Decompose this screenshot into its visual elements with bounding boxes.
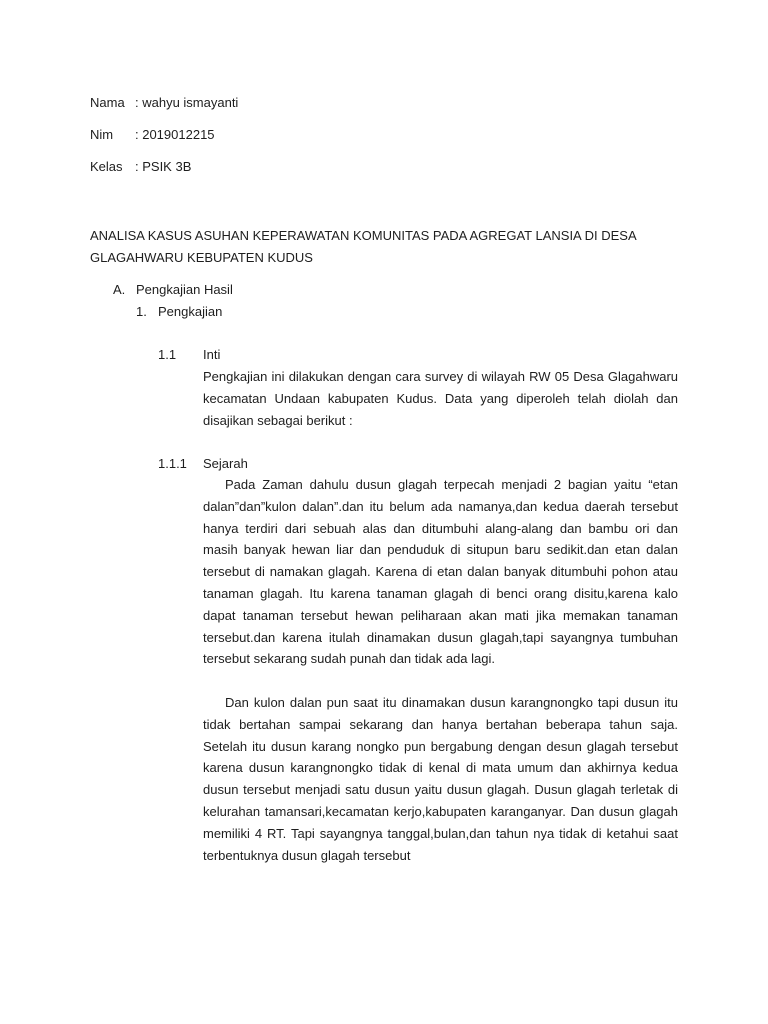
item-1-marker: 1. xyxy=(136,304,147,319)
kelas-label: Kelas xyxy=(90,159,123,174)
nim-value: : 2019012215 xyxy=(135,127,215,142)
nama-label: Nama xyxy=(90,95,125,110)
sejarah-paragraph-2: Dan kulon dalan pun saat itu dinamakan dusun karangnongko tapi dusun itu tidak bertahan sampai sekarang dan hanya bertahan beberapa tahun saja. Setelah itu dusun karang nongko pun bergabung dengan desun glagah tersebut karena dusun karangnongko tidak di kenal di mata umum dan akhirnya kedua dusun tersebut menjadi satu dusun yaitu dusun glagah. Dusun glagah terletak di kelurahan tamansari,kecamatan kerjo,kabupaten karanganyar. Dan dusun glagah memiliki 4 RT. Tapi sayangnya tanggal,bulan,dan tahun nya tidak di ketahui saat terbentuknya dusun glagah tersebut xyxy=(203,695,678,863)
subsection-1-1-body: Pengkajian ini dilakukan dengan cara survey di wilayah RW 05 Desa Glagahwaru kecamatan Undaan kabupaten Kudus. Data yang diperoleh telah diolah dan disajikan sebagai berikut : xyxy=(203,369,678,428)
subsection-1-1-heading: Inti xyxy=(203,347,221,362)
nim-label: Nim xyxy=(90,127,114,142)
subsection-1-1-1-heading: Sejarah xyxy=(203,456,248,471)
section-a-heading: Pengkajian Hasil xyxy=(136,282,233,297)
sejarah-paragraph-1: Pada Zaman dahulu dusun glagah terpecah menjadi 2 bagian yaitu “etan dalan”dan”kulon dalan”.dan itu belum ada namanya,dan kedua daerah tersebut hanya terdiri dari sebuah alas dan ditumbuhi alang-alang dan bambu ori dan masih banyak hewan liar dan penduduk di situpun baru sedikit.dan etan dalan tersebut di namakan glagah. Karena di etan dalan banyak ditumbuhi pohon atau tanaman glagah. Itu karena tanaman glagah di benci orang disitu,karena kalo dapat tanaman tersebut hewan peliharaan akan mati jika memakan tanaman tersebut.dan karena itulah dinamakan dusun glagah,tapi sayangnya tumbuhan tersebut sekarang sudah punah dan tidak ada lagi. xyxy=(203,477,678,667)
item-1-heading: Pengkajian xyxy=(158,304,223,319)
nama-value: : wahyu ismayanti xyxy=(135,95,239,110)
kelas-value: : PSIK 3B xyxy=(135,159,192,174)
document-title: ANALISA KASUS ASUHAN KEPERAWATAN KOMUNITAS PADA AGREGAT LANSIA DI DESA GLAGAHWARU KEBUPATEN KUDUS xyxy=(90,228,636,265)
section-a-marker: A. xyxy=(113,282,126,297)
subsection-1-1-1-number: 1.1.1 xyxy=(158,456,187,471)
subsection-1-1-number: 1.1 xyxy=(158,347,177,362)
